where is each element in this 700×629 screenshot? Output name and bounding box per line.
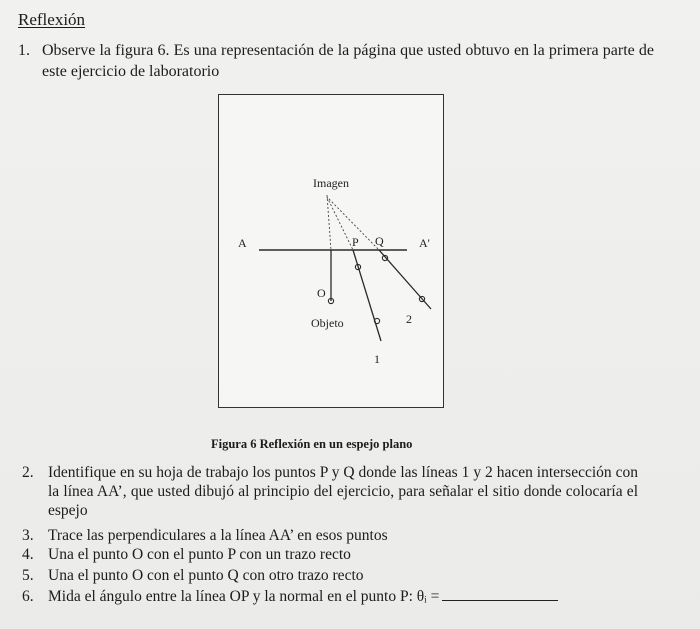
label-o: O — [317, 286, 326, 300]
reflection-diagram — [219, 95, 443, 407]
item-text: Observe la figura 6. Es una representación de la página que usted obtuvo en la primera parte de este ejercicio de laboratorio — [42, 42, 654, 80]
label-objeto: Objeto — [311, 316, 344, 330]
label-line-1: 1 — [374, 352, 380, 366]
image-ray-dashed — [327, 195, 331, 250]
image-ray-dashed — [327, 197, 353, 250]
item-number: 2. — [22, 464, 34, 481]
item-number: 4. — [22, 546, 34, 563]
label-line-2: 2 — [406, 312, 412, 326]
item-text: Una el punto O con el punto Q con otro trazo recto — [48, 567, 364, 584]
ray-line-1 — [353, 250, 381, 341]
section-heading: Reflexión — [18, 10, 86, 29]
item-number: 6. — [22, 588, 34, 605]
answer-blank[interactable] — [442, 600, 558, 601]
item-text: Trace las perpendiculares a la línea AA’ en esos puntos — [48, 527, 388, 544]
ray-line-2 — [379, 250, 431, 309]
label-a-prime: A' — [419, 236, 430, 250]
item-text: Mida el ángulo entre la línea OP y la normal en el punto P: θᵢ = — [48, 588, 440, 605]
item-text: Una el punto O con el punto P con un trazo recto — [48, 546, 351, 563]
item-text-with-blank — [48, 587, 638, 606]
item-number: 3. — [22, 527, 34, 544]
label-a: A — [238, 236, 247, 250]
label-p: P — [352, 235, 359, 249]
item-text: Identifique en su hoja de trabajo los puntos P y Q donde las líneas 1 y 2 hacen intersección con la línea AA’, que usted dibujó al principio del ejercicio, para señalar el sitio donde colocaría el espejo — [48, 464, 638, 519]
figure-caption: Figura 6 Reflexión en un espejo plano — [211, 437, 413, 451]
item-number: 5. — [22, 567, 34, 584]
figure-6 — [218, 94, 444, 408]
label-imagen: Imagen — [313, 176, 349, 190]
label-q: Q — [375, 234, 384, 248]
item-number: 1. — [18, 42, 30, 59]
